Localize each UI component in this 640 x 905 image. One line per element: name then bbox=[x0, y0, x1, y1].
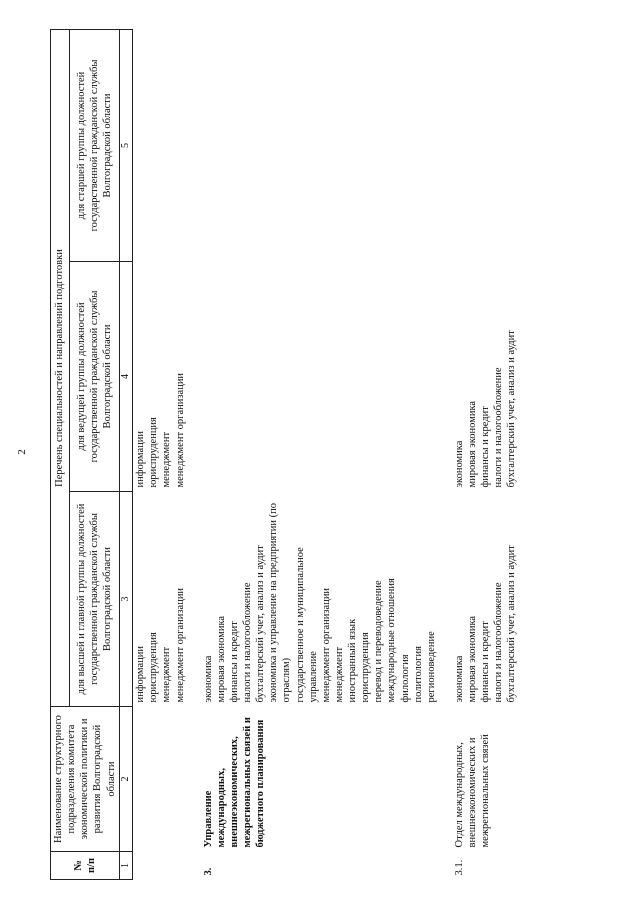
specialty-item: финансы и кредит bbox=[480, 621, 492, 703]
row-unit-name: Управление международных, внешнеэкономических, межрегиональных связей и бюджетного планирования bbox=[202, 717, 267, 848]
specialty-item: политология bbox=[412, 646, 424, 703]
specialty-item: информации bbox=[135, 646, 147, 703]
row-specialties-senior bbox=[439, 29, 520, 261]
specialty-item: информации bbox=[135, 431, 147, 488]
specialty-item: перевод и переводоведение bbox=[373, 580, 385, 703]
header-group-top: для высшей и главной группы должностей государственной гражданской службы Волгоградской области bbox=[69, 492, 119, 707]
row-specialties-top bbox=[188, 492, 439, 707]
table-row bbox=[133, 29, 188, 879]
specialty-item: международные отношения bbox=[386, 578, 398, 703]
specialty-item: менеджмент bbox=[161, 431, 173, 488]
specialty-item: юриспруденция bbox=[148, 417, 160, 488]
specialty-item: менеджмент организации bbox=[320, 587, 332, 703]
header-unit-name: Наименование структурного подразделения комитета экономической политики и развития Волгоградской области bbox=[51, 707, 120, 852]
specialty-item: налоги и налогообложение bbox=[493, 367, 505, 488]
row-specialties-senior bbox=[133, 29, 188, 261]
specialty-item: экономика bbox=[202, 655, 214, 703]
specialty-item: бухгалтерский учет, анализ и аудит bbox=[506, 545, 518, 703]
page-number: 2 bbox=[16, 449, 28, 455]
row-specialties-lead bbox=[133, 262, 188, 492]
specialty-item: мировая экономика bbox=[467, 400, 478, 488]
specialty-item: менеджмент организации bbox=[174, 372, 186, 488]
row-unit-name: Отдел международных, внешнеэкономических и межрегиональных связей bbox=[453, 734, 492, 848]
row-number: 3.1. bbox=[453, 859, 465, 876]
specialty-item: менеджмент bbox=[333, 646, 345, 703]
specialty-item: налоги и налогообложение bbox=[242, 582, 253, 703]
specialty-item: финансы и кредит bbox=[228, 621, 240, 703]
specialty-item: менеджмент bbox=[161, 646, 173, 703]
row-specialties-top bbox=[439, 492, 520, 707]
specialty-item: иностранный язык bbox=[347, 618, 358, 703]
specialty-item: мировая экономика bbox=[215, 615, 227, 703]
header-specialties: Перечень специальностей и направлений подготовки bbox=[51, 29, 70, 706]
specialty-item: экономика bbox=[453, 655, 465, 703]
column-number: 2 bbox=[119, 707, 133, 852]
specialty-item: государственное и муниципальное управление bbox=[294, 547, 319, 703]
column-number: 3 bbox=[119, 492, 133, 707]
row-number bbox=[133, 852, 188, 880]
table-row bbox=[439, 29, 520, 879]
specialties-table bbox=[50, 29, 520, 880]
table-body bbox=[133, 29, 520, 879]
header-num: № п/п bbox=[51, 852, 120, 880]
specialty-item: бухгалтерский учет, анализ и аудит bbox=[506, 330, 518, 488]
specialty-item: бухгалтерский учет, анализ и аудит bbox=[255, 545, 267, 703]
rotated-document-sheet bbox=[50, 30, 610, 880]
column-number: 5 bbox=[119, 29, 133, 261]
row-specialties-top bbox=[133, 492, 188, 707]
specialty-item: менеджмент организации bbox=[174, 587, 186, 703]
row-unit-name bbox=[133, 707, 188, 852]
table-row bbox=[188, 29, 439, 879]
specialty-item: экономика bbox=[453, 440, 465, 488]
row-specialties-lead bbox=[188, 262, 439, 492]
specialty-item: юриспруденция bbox=[360, 632, 372, 703]
row-specialties-senior bbox=[188, 29, 439, 261]
specialty-item: регионоведение bbox=[425, 631, 437, 703]
header-group-senior: для старшей группы должностей государственной гражданской службы Волгоградской области bbox=[69, 29, 119, 261]
row-number: 3. bbox=[202, 867, 214, 876]
specialty-item: налоги и налогообложение bbox=[493, 582, 505, 703]
specialty-item: юриспруденция bbox=[148, 632, 160, 703]
column-number: 4 bbox=[119, 262, 133, 492]
specialty-item: финансы и кредит bbox=[480, 406, 492, 488]
specialty-item: филология bbox=[399, 654, 411, 703]
specialty-item: экономика и управление на предприятии (по отраслям) bbox=[268, 502, 293, 703]
specialty-item: мировая экономика bbox=[467, 615, 478, 703]
column-number: 1 bbox=[119, 852, 133, 880]
header-group-lead: для ведущей группы должностей государственной гражданской службы Волгоградской области bbox=[69, 262, 119, 492]
row-specialties-lead bbox=[439, 262, 520, 492]
